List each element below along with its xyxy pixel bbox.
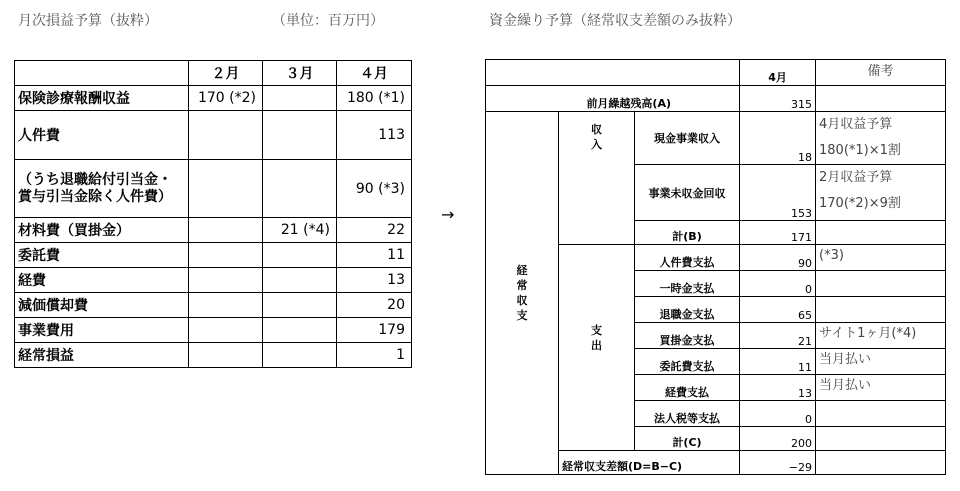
- cell-mar: [263, 268, 337, 293]
- cell-note: [816, 427, 946, 451]
- cell-value: 200: [740, 427, 816, 451]
- cell-mar: [263, 160, 337, 218]
- header-cell: [15, 61, 189, 86]
- row-label: 事業費用: [15, 318, 189, 343]
- cell-apr: 180 (*1): [337, 86, 412, 111]
- table-row: [15, 86, 412, 111]
- header-cell: ３月: [263, 61, 337, 86]
- group-label: 経常収支: [486, 112, 559, 475]
- row-label: 法人税等支払: [635, 401, 740, 427]
- cell-mar: [263, 343, 337, 368]
- cell-apr: 20: [337, 293, 412, 318]
- cell-mar: 21 (*4): [263, 218, 337, 243]
- cell-note: [816, 271, 946, 297]
- table-row: [15, 243, 412, 268]
- cell-note: 2月収益予算 170(*2)×9割: [816, 165, 946, 221]
- row-label: 一時金支払: [635, 271, 740, 297]
- row-label: 経費: [15, 268, 189, 293]
- cell-feb: [189, 293, 263, 318]
- table-row: [486, 112, 946, 165]
- pl-title: 月次損益予算（抜粋）: [18, 13, 158, 29]
- cell-feb: [189, 160, 263, 218]
- row-label: （うち退職給付引当金・賞与引当金除く人件費）: [15, 160, 189, 218]
- cell-apr: 13: [337, 268, 412, 293]
- cell-note: [816, 297, 946, 323]
- unit-label: （単位：百万円）: [272, 13, 384, 29]
- table-header-row: [15, 61, 412, 86]
- table-header-row: [486, 60, 946, 86]
- row-label: 減価償却費: [15, 293, 189, 318]
- cell-apr: 1: [337, 343, 412, 368]
- arrow-icon: →: [441, 205, 455, 224]
- cell-note: [816, 451, 946, 475]
- cell-value: 65: [740, 297, 816, 323]
- table-row: [15, 268, 412, 293]
- table-row: [15, 343, 412, 368]
- row-label: 経常損益: [15, 343, 189, 368]
- row-label: 計(C): [635, 427, 740, 451]
- row-label: 経常収支差額(D=B−C): [559, 451, 740, 475]
- row-label: 事業未収金回収: [635, 165, 740, 221]
- row-label: 保険診療報酬収益: [15, 86, 189, 111]
- cell-mar: [263, 293, 337, 318]
- cell-note: [816, 86, 946, 112]
- cell-value: 0: [740, 401, 816, 427]
- table-row: [486, 86, 946, 112]
- expense-label: 支出: [559, 245, 635, 451]
- cell-value: 90: [740, 245, 816, 271]
- income-label: 収入: [559, 112, 635, 245]
- cell-feb: 170 (*2): [189, 86, 263, 111]
- cell-feb: [189, 343, 263, 368]
- cell-value: 13: [740, 375, 816, 401]
- cell-note: [816, 221, 946, 245]
- table-row: [15, 111, 412, 160]
- header-notes: 備考: [816, 60, 946, 86]
- cell-value: 315: [740, 86, 816, 112]
- row-label: 委託費: [15, 243, 189, 268]
- table-row: [15, 218, 412, 243]
- cell-value: 21: [740, 323, 816, 349]
- row-label: 退職金支払: [635, 297, 740, 323]
- pl-budget-table: [14, 60, 412, 368]
- row-label: 材料費（買掛金）: [15, 218, 189, 243]
- row-label: 前月繰越残高(A): [486, 86, 740, 112]
- cell-note: サイト1ヶ月(*4): [816, 323, 946, 349]
- table-row: [15, 318, 412, 343]
- row-label: 現金事業収入: [635, 112, 740, 165]
- header-cell: ４月: [337, 61, 412, 86]
- row-label: 経費支払: [635, 375, 740, 401]
- cell-value: 18: [740, 112, 816, 165]
- cell-note: (*3): [816, 245, 946, 271]
- cell-mar: [263, 111, 337, 160]
- cell-apr: 11: [337, 243, 412, 268]
- cell-apr: 179: [337, 318, 412, 343]
- cell-apr: 22: [337, 218, 412, 243]
- row-label: 人件費: [15, 111, 189, 160]
- cashflow-title: 資金繰り予算（経常収支差額のみ抜粋）: [489, 13, 741, 29]
- cell-feb: [189, 318, 263, 343]
- header-blank: [486, 60, 740, 86]
- cashflow-budget-table: [485, 59, 946, 475]
- row-label: 買掛金支払: [635, 323, 740, 349]
- cell-note: [816, 401, 946, 427]
- table-row: [15, 160, 412, 218]
- cell-value: 11: [740, 349, 816, 375]
- cell-note: 当月払い: [816, 375, 946, 401]
- cell-apr: 113: [337, 111, 412, 160]
- cell-note: 4月収益予算 180(*1)×1割: [816, 112, 946, 165]
- cell-note: 当月払い: [816, 349, 946, 375]
- cell-feb: [189, 111, 263, 160]
- cell-value: 171: [740, 221, 816, 245]
- cell-value: 0: [740, 271, 816, 297]
- cell-value: 153: [740, 165, 816, 221]
- cell-feb: [189, 268, 263, 293]
- row-label: 計(B): [635, 221, 740, 245]
- cell-feb: [189, 218, 263, 243]
- cell-apr: 90 (*3): [337, 160, 412, 218]
- row-label: 人件費支払: [635, 245, 740, 271]
- cell-feb: [189, 243, 263, 268]
- header-cell: ２月: [189, 61, 263, 86]
- cell-value: −29: [740, 451, 816, 475]
- cell-mar: [263, 243, 337, 268]
- header-month: 4月: [740, 60, 816, 86]
- table-row: [15, 293, 412, 318]
- cell-mar: [263, 318, 337, 343]
- row-label: 委託費支払: [635, 349, 740, 375]
- cell-mar: [263, 86, 337, 111]
